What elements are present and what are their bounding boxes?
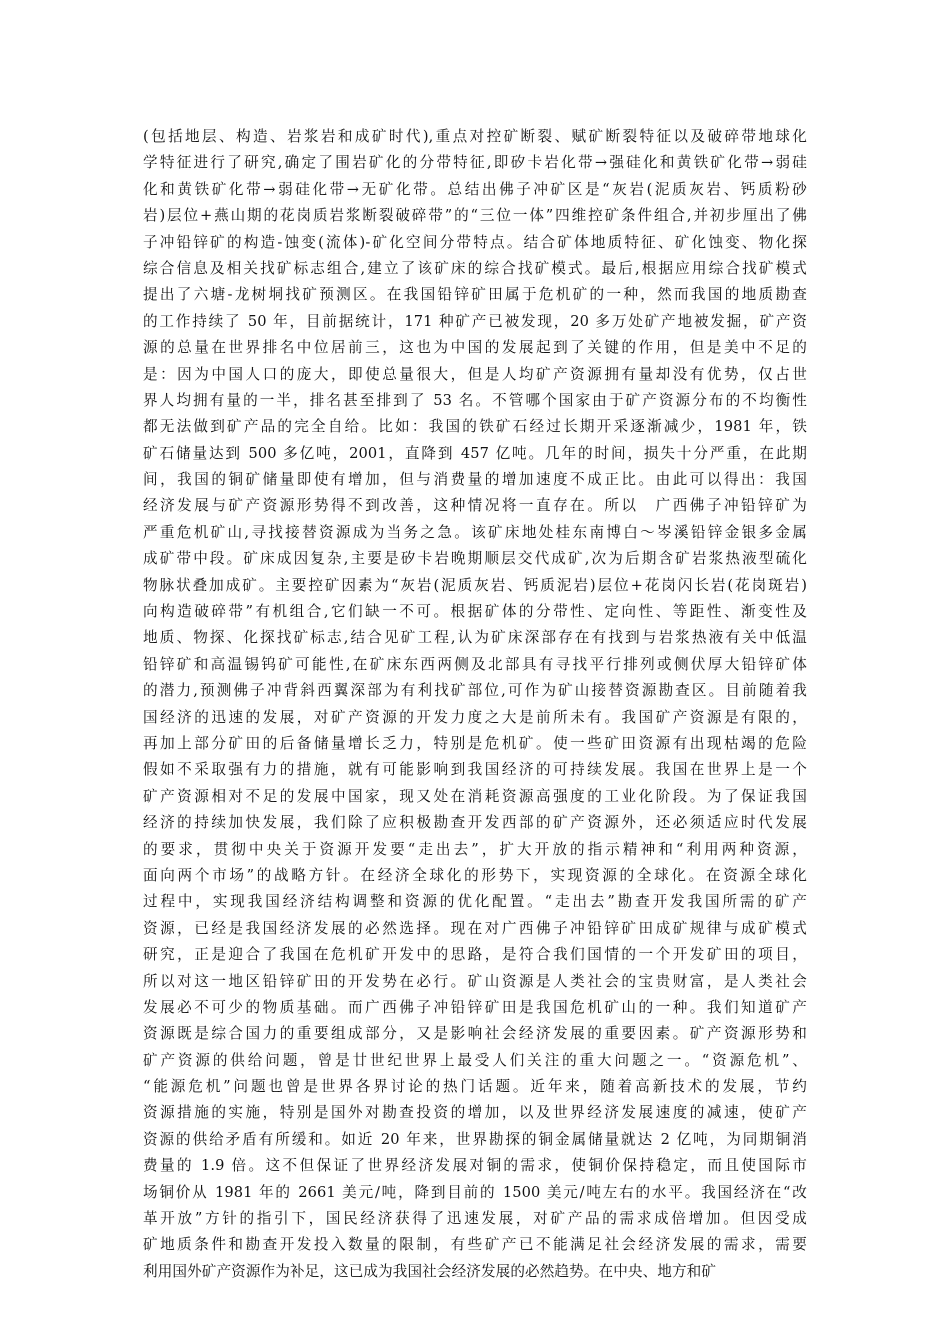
text-line: 成矿带中段。矿床成因复杂,主要是矽卡岩晚期顺层交代成矿,次为后期含矿岩浆热液型硫化 xyxy=(143,550,807,568)
text-line: 所以对这一地区铅锌矿田的开发势在必行。矿山资源是人类社会的宝贵财富，是人类社会 xyxy=(143,972,807,990)
text-line: 再加上部分矿田的后备储量增长乏力，特别是危机矿。使一些矿田资源有出现枯竭的危险 xyxy=(143,734,807,752)
text-line: 向构造破碎带”有机组合,它们缺一不可。根据矿体的分带性、定向性、等距性、渐变性及 xyxy=(143,603,807,621)
text-line: (包括地层、构造、岩浆岩和成矿时代),重点对控矿断裂、赋矿断裂特征以及破碎带地球化 xyxy=(143,128,807,145)
text-line: 提出了六塘-龙树垌找矿预测区。在我国铅锌矿田属于危机矿的一种，然而我国的地质勘查 xyxy=(143,286,807,304)
text-line: 严重危机矿山,寻找接替资源成为当务之急。该矿床地处桂东南博白～岑溪铅锌金银多金属 xyxy=(143,523,807,541)
text-line: 间，我国的铜矿储量即使有增加，但与消费量的增加速度不成正比。由此可以得出：我国 xyxy=(143,471,807,489)
text-line: 的要求，贯彻中央关于资源开发要“走出去”，扩大开放的指示精神和“利用两种资源， xyxy=(143,840,807,858)
text-line: 的潜力,预测佛子冲背斜西翼深部为有利找矿部位,可作为矿山接替资源勘查区。目前随着我 xyxy=(143,682,807,700)
text-line: 经济发展与矿产资源形势得不到改善，这种情况将一直存在。所以 广西佛子冲铅锌矿为 xyxy=(143,497,807,515)
text-line: 研究，正是迎合了我国在危机矿开发中的思路，是符合我们国情的一个开发矿田的项目， xyxy=(143,946,807,964)
text-line: 源的总量在世界排名中位居前三，这也为中国的发展起到了关键的作用，但是美中不足的 xyxy=(143,339,807,357)
text-line: 矿产资源相对不足的发展中国家，现又处在消耗资源高强度的工业化阶段。为了保证我国 xyxy=(143,787,807,805)
text-line: 过程中，实现我国经济结构调整和资源的优化配置。“走出去”勘查开发我国所需的矿产 xyxy=(143,893,807,911)
text-line: 界人均拥有量的一半，排名甚至排到了 53 名。不管哪个国家由于矿产资源分布的不均衡性 xyxy=(143,391,807,409)
text-line: 发展必不可少的物质基础。而广西佛子冲铅锌矿田是我国危机矿山的一种。我们知道矿产 xyxy=(143,998,807,1016)
text-line: 革开放”方针的指引下，国民经济获得了迅速发展，对矿产品的需求成倍增加。但因受成 xyxy=(143,1210,807,1228)
text-line: 岩)层位+燕山期的花岗质岩浆断裂破碎带”的“三位一体”四维控矿条件组合,并初步厘出了佛 xyxy=(143,207,807,225)
text-line: 矿产资源的供给问题，曾是廿世纪世界上最受人们关注的重大问题之一。“资源危机”、 xyxy=(143,1051,807,1069)
text-line: 资源的供给矛盾有所缓和。如近 20 年来，世界勘探的铜金属储量就达 2 亿吨，为同期铜消 xyxy=(143,1130,807,1148)
text-line: 矿石储量达到 500 多亿吨，2001，直降到 457 亿吨。几年的时间，损失十分严重，在此期 xyxy=(143,444,807,462)
text-line: “能源危机”问题也曾是世界各界讨论的热门话题。近年来，随着高新技术的发展，节约 xyxy=(143,1078,807,1096)
text-line: 假如不采取强有力的措施，就有可能影响到我国经济的可持续发展。我国在世界上是一个 xyxy=(143,761,807,779)
text-line: 费量的 1.9 倍。这不但保证了世界经济发展对铜的需求，使铜价保持稳定，而且使国际市 xyxy=(143,1157,807,1175)
text-line: 的工作持续了 50 年，目前据统计，171 种矿产已被发现，20 多万处矿产地被发掘，矿产资 xyxy=(143,312,807,330)
text-line: 学特征进行了研究,确定了围岩矿化的分带特征,即矽卡岩化带→强硅化和黄铁矿化带→弱硅 xyxy=(143,154,807,172)
text-line: 面向两个市场”的战略方针。在经济全球化的形势下，实现资源的全球化。在资源全球化 xyxy=(143,866,807,884)
text-line: 化和黄铁矿化带→弱硅化带→无矿化带。总结出佛子冲矿区是“灰岩(泥质灰岩、钙质粉砂 xyxy=(143,180,807,198)
text-line: 综合信息及相关找矿标志组合,建立了该矿床的综合找矿模式。最后,根据应用综合找矿模式 xyxy=(143,259,807,277)
text-line: 国经济的迅速的发展，对矿产资源的开发力度之大是前所未有。我国矿产资源是有限的， xyxy=(143,708,807,726)
text-line: 资源既是综合国力的重要组成部分，又是影响社会经济发展的重要因素。矿产资源形势和 xyxy=(143,1025,807,1043)
text-line: 资源，已经是我国经济发展的必然选择。现在对广西佛子冲铅锌矿田成矿规律与成矿模式 xyxy=(143,919,807,937)
body-text xyxy=(143,124,807,1285)
text-line: 都无法做到矿产品的完全自给。比如：我国的铁矿石经过长期开采逐渐减少，1981 年，铁 xyxy=(143,418,807,436)
text-line: 利用国外矿产资源作为补足，这已成为我国社会经济发展的必然趋势。在中央、地方和矿 xyxy=(143,1262,717,1280)
text-line: 矿地质条件和勘查开发投入数量的限制，有些矿产已不能满足社会经济发展的需求，需要 xyxy=(143,1236,807,1254)
text-line: 资源措施的实施，特别是国外对勘查投资的增加，以及世界经济发展速度的减速，使矿产 xyxy=(143,1104,807,1122)
text-line: 子冲铅锌矿的构造-蚀变(流体)-矿化空间分带特点。结合矿体地质特征、矿化蚀变、物化探 xyxy=(143,233,807,251)
text-line: 铅锌矿和高温锡钨矿可能性,在矿床东西两侧及北部具有寻找平行排列或侧伏厚大铅锌矿体 xyxy=(143,655,807,673)
text-line: 是：因为中国人口的庞大，即使总量很大，但是人均矿产资源拥有量却没有优势，仅占世 xyxy=(143,365,807,383)
text-line: 物脉状叠加成矿。主要控矿因素为“灰岩(泥质灰岩、钙质泥岩)层位+花岗闪长岩(花岗斑岩) xyxy=(143,576,807,594)
text-line: 场铜价从 1981 年的 2661 美元/吨，降到目前的 1500 美元/吨左右的水平。我国经济在“改 xyxy=(143,1183,807,1201)
text-line: 地质、物探、化探找矿标志,结合见矿工程,认为矿床深部存在有找到与岩浆热液有关中低温 xyxy=(143,629,807,647)
text-line: 经济的持续加快发展，我们除了应积极勘查开发西部的矿产资源外，还必须适应时代发展 xyxy=(143,814,807,832)
